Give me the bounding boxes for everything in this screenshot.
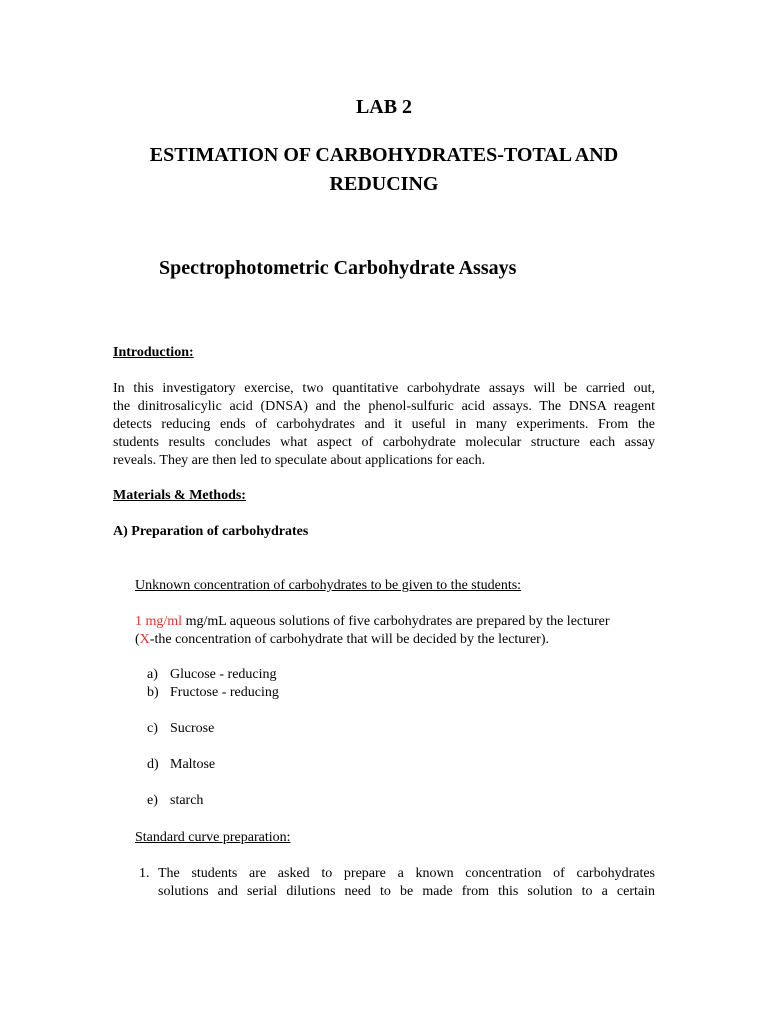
main-title <box>100 141 668 199</box>
list-marker: a) <box>147 667 158 682</box>
list-item-text: starch <box>170 793 204 808</box>
step-1-line-2: solutions and serial dilutions need to be made from this solution to a certain <box>158 884 655 899</box>
list-item-text: Fructose - reducing <box>170 685 279 700</box>
list-marker: c) <box>147 721 158 736</box>
concentration-paragraph <box>135 613 655 649</box>
intro-line-4: students results concludes what aspect of carbohydrate molecular structure each assay <box>113 435 655 450</box>
list-marker: b) <box>147 685 159 700</box>
main-title-line-1: ESTIMATION OF CARBOHYDRATES-TOTAL AND <box>149 144 619 166</box>
subtitle: Spectrophotometric Carbohydrate Assays <box>159 257 517 279</box>
step-1-line-1-row <box>139 865 655 883</box>
list-item-text: Glucose - reducing <box>170 667 277 682</box>
step-1-marker: 1. <box>139 866 150 881</box>
concentration-line-2 <box>135 631 655 649</box>
list-item <box>147 685 279 701</box>
concentration-highlight: 1 mg/ml <box>135 614 183 629</box>
list-item <box>147 667 277 683</box>
introduction-heading: Introduction: <box>113 345 194 360</box>
main-title-line-2: REDUCING <box>329 173 439 195</box>
intro-line-5: reveals. They are then led to speculate about applications for each. <box>113 453 486 468</box>
concentration-line-1 <box>135 613 655 631</box>
list-item-text: Maltose <box>170 757 216 772</box>
introduction-paragraph <box>113 380 655 470</box>
list-item <box>147 793 203 809</box>
concentration-line-2-rest: -the concentration of carbohydrate that will be decided by the lecturer). <box>149 632 550 647</box>
list-marker: e) <box>147 793 158 808</box>
lab-title: LAB 2 <box>355 96 413 118</box>
list-item <box>147 721 214 737</box>
section-a-heading: A) Preparation of carbohydrates <box>113 524 309 539</box>
intro-line-3: detects reducing ends of carbohydrates and it useful in many experiments. From the <box>113 417 655 432</box>
list-item <box>147 757 215 773</box>
materials-methods-heading: Materials & Methods: <box>113 488 246 503</box>
concentration-open-paren: ( <box>135 632 140 647</box>
unknown-concentration-heading: Unknown concentration of carbohydrates to be given to the students: <box>135 578 522 593</box>
standard-curve-heading: Standard curve preparation: <box>135 830 291 845</box>
concentration-rest: mg/mL aqueous solutions of five carbohydrates are prepared by the lecturer <box>182 614 610 629</box>
list-item-text: Sucrose <box>170 721 215 736</box>
step-1-line-1: The students are asked to prepare a known concentration of carbohydrates <box>158 866 655 881</box>
intro-line-1: In this investigatory exercise, two quantitative carbohydrate assays will be carried out, <box>113 381 655 396</box>
x-highlight: X <box>139 632 150 647</box>
step-1 <box>139 865 655 901</box>
intro-line-2: the dinitrosalicylic acid (DNSA) and the phenol-sulfuric acid assays. The DNSA reagent <box>113 399 655 414</box>
list-marker: d) <box>147 757 159 772</box>
